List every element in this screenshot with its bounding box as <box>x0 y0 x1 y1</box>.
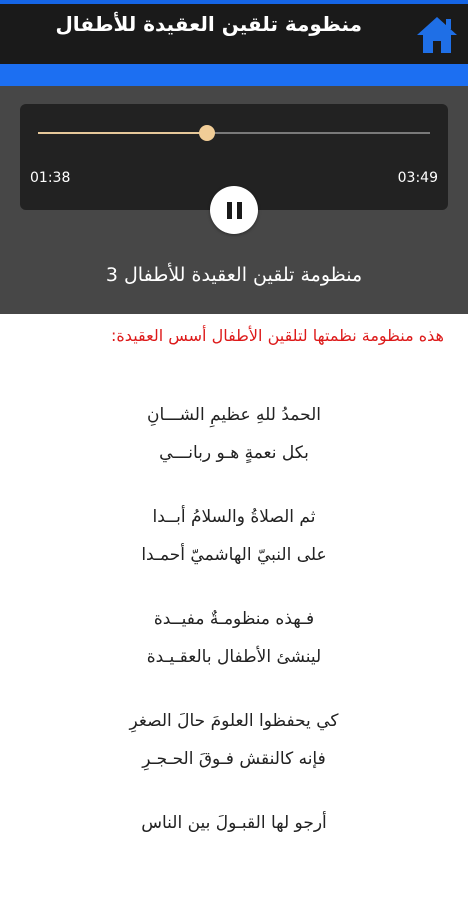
poem-stanza <box>0 600 468 676</box>
poem-stanza <box>0 804 468 880</box>
accent-strip <box>0 64 468 86</box>
poem-verse: بكل نعمةٍ هـو ربانـــي <box>159 443 309 463</box>
home-icon <box>415 15 459 55</box>
app-bar <box>0 0 468 64</box>
poem-stanza <box>0 396 468 472</box>
total-duration: 03:49 <box>397 170 438 186</box>
pause-icon <box>224 202 244 219</box>
track-title: منظومة تلقين العقيدة للأطفال 3 <box>105 264 363 286</box>
poem-text <box>0 396 468 906</box>
home-button[interactable] <box>412 12 462 58</box>
poem-stanza <box>0 498 468 574</box>
seek-bar[interactable] <box>38 132 430 134</box>
poem-verse: لينشئ الأطفال بالعقـيـدة <box>146 647 322 667</box>
app-title: منظومة تلقين العقيدة للأطفال <box>55 12 362 36</box>
poem-verse: على النبيّ الهاشميّ أحمـدا <box>141 545 327 565</box>
pause-button[interactable] <box>210 186 258 234</box>
poem-verse: ثم الصلاةُ والسلامُ أبــدا <box>152 507 316 527</box>
intro-text: هذه منظومة نظمتها لتلقين الأطفال أسس العقيدة: <box>111 326 444 345</box>
poem-verse: الحمدُ للهِ عظيمِ الشـــانِ <box>147 405 321 425</box>
seek-bar-progress <box>38 132 207 134</box>
poem-verse: فـهذه منظومـةٌ مفيــدة <box>153 609 315 629</box>
poem-verse: أرجو لها القبـولَ بين الناس <box>141 813 327 833</box>
current-time: 01:38 <box>30 170 71 186</box>
poem-verse: كي يحفظوا العلومَ حالَ الصغرِ <box>129 711 339 731</box>
poem-stanza <box>0 702 468 778</box>
poem-verse <box>0 842 468 880</box>
poem-verse: فإنه كالنقش فـوقَ الحـجـرِ <box>142 749 326 769</box>
player-panel <box>0 86 468 314</box>
seek-thumb[interactable] <box>199 125 215 141</box>
